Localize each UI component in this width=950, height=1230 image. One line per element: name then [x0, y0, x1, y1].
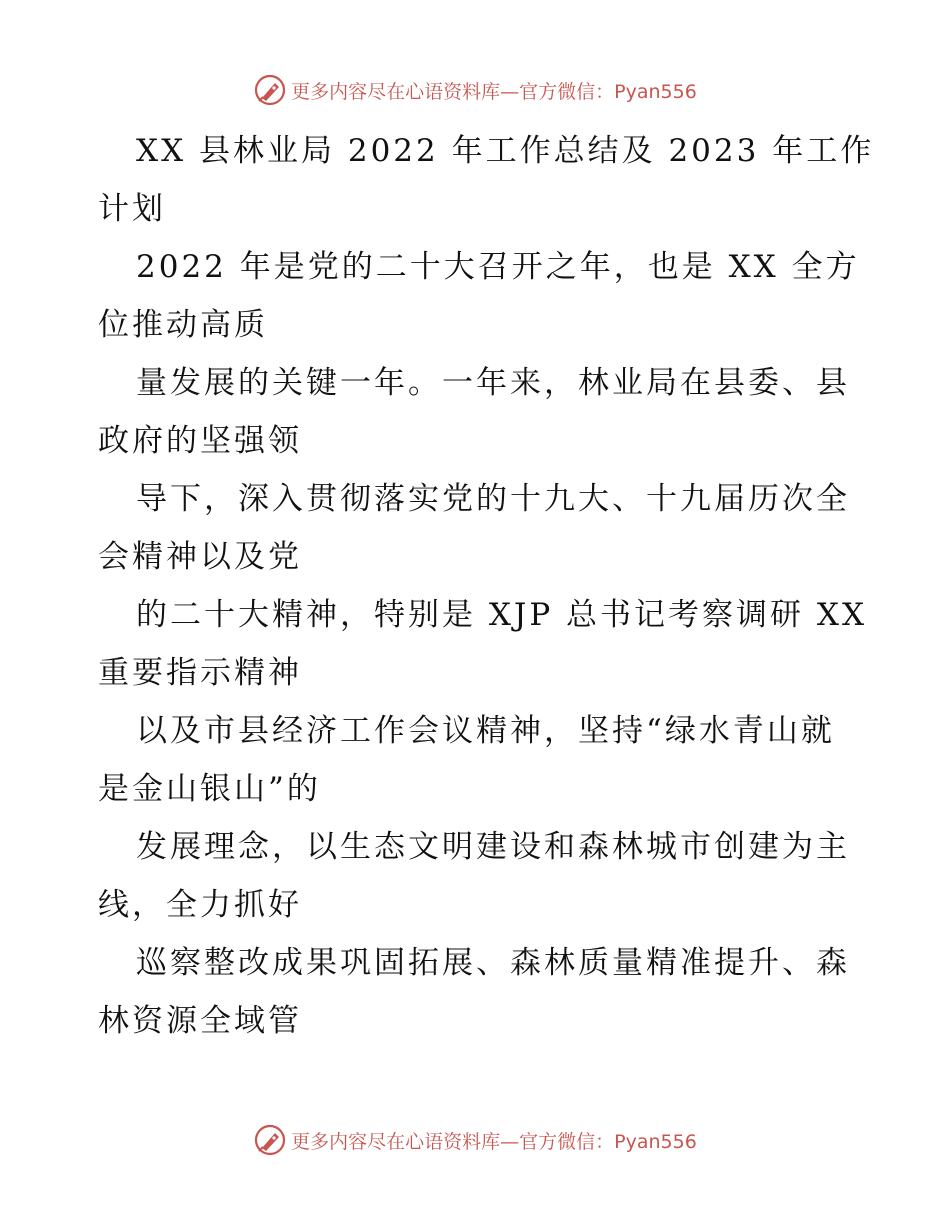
header-banner-wechat: Pyan556: [614, 80, 697, 103]
doc-line: XX 县林业局 2022 年工作总结及 2023 年工作: [136, 133, 875, 169]
doc-line: 会精神以及党: [98, 539, 302, 575]
doc-line: 政府的坚强领: [98, 423, 302, 459]
doc-line: 线，全力抓好: [98, 887, 302, 923]
doc-line: 导下，深入贯彻落实党的十九大、十九届历次全: [136, 481, 850, 517]
footer-banner-wechat: Pyan556: [614, 1130, 697, 1153]
doc-line: 重要指示精神: [98, 655, 302, 691]
doc-line: 以及市县经济工作会议精神，坚持“绿水青山就: [136, 713, 835, 749]
pen-nib-logo-icon: [253, 73, 287, 107]
footer-banner: [0, 1120, 950, 1160]
doc-line: 位推动高质: [98, 307, 268, 343]
doc-line: 发展理念，以生态文明建设和森林城市创建为主: [136, 829, 850, 865]
footer-banner-main: 更多内容尽在心语资料库—官方微信：: [291, 1130, 615, 1153]
doc-line: 计划: [98, 191, 166, 227]
doc-line: 巡察整改成果巩固拓展、森林质量精准提升、森: [136, 945, 850, 981]
doc-line: 是金山银山”的: [98, 771, 321, 807]
header-banner-main: 更多内容尽在心语资料库—官方微信：: [291, 80, 615, 103]
header-banner-text: [291, 77, 697, 104]
document-body: [98, 122, 875, 1050]
footer-banner-text: [291, 1127, 697, 1154]
doc-line: 量发展的关键一年。一年来，林业局在县委、县: [136, 365, 850, 401]
header-banner: [0, 70, 950, 110]
pen-nib-logo-icon: [253, 1123, 287, 1157]
doc-line: 林资源全域管: [98, 1003, 302, 1039]
doc-line: 2022 年是党的二十大召开之年，也是 XX 全方: [136, 249, 860, 285]
doc-line: 的二十大精神，特别是 XJP 总书记考察调研 XX: [136, 597, 868, 633]
